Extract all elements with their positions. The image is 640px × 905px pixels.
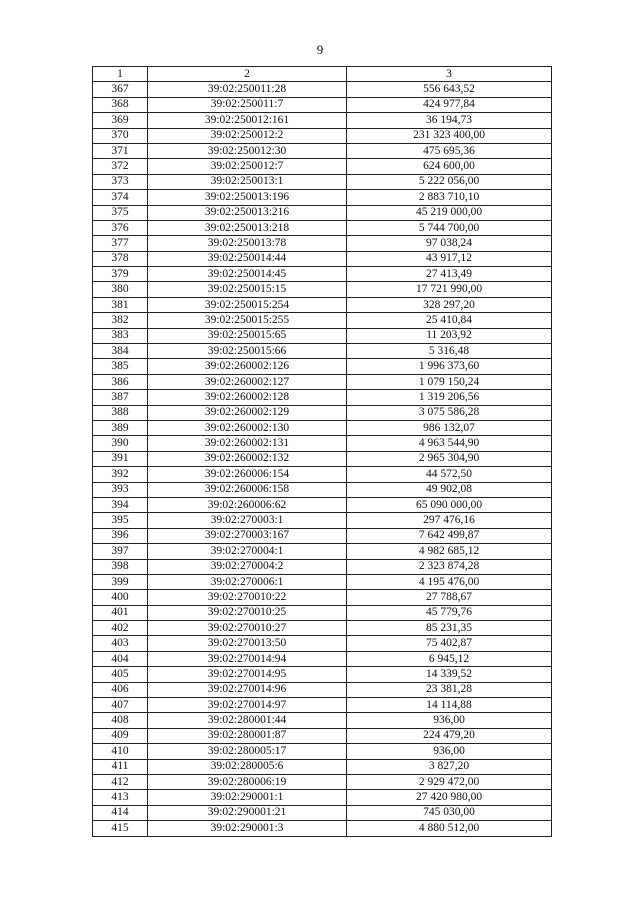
row-number-cell: 385: [93, 359, 148, 374]
row-number-cell: 392: [93, 467, 148, 482]
cadastral-value-cell: 297 476,16: [347, 513, 552, 528]
table-row: [93, 482, 552, 497]
cadastral-number-cell: 39:02:280001:87: [148, 728, 347, 743]
cadastral-number-cell: 39:02:250012:2: [148, 128, 347, 143]
cadastral-value-cell: 936,00: [347, 744, 552, 759]
row-number-cell: 391: [93, 451, 148, 466]
cadastral-number-cell: 39:02:250011:28: [148, 82, 347, 97]
table-row: [93, 805, 552, 820]
row-number-cell: 374: [93, 190, 148, 205]
cadastral-value-cell: 5 222 056,00: [347, 174, 552, 189]
table-row: [93, 682, 552, 697]
cadastral-value-cell: 23 381,28: [347, 682, 552, 697]
cadastral-number-cell: 39:02:290001:1: [148, 790, 347, 805]
cadastral-number-cell: 39:02:290001:21: [148, 805, 347, 820]
table-row: [93, 559, 552, 574]
cadastral-number-cell: 39:02:250015:66: [148, 344, 347, 359]
cadastral-value-cell: 7 642 499,87: [347, 528, 552, 543]
row-number-cell: 400: [93, 590, 148, 605]
table-row: [93, 667, 552, 682]
table-row: [93, 405, 552, 420]
cadastral-number-cell: 39:02:250012:7: [148, 159, 347, 174]
table-row: [93, 174, 552, 189]
table-row: [93, 359, 552, 374]
row-number-cell: 368: [93, 97, 148, 112]
cadastral-number-cell: 39:02:280001:44: [148, 713, 347, 728]
row-number-cell: 381: [93, 297, 148, 312]
cadastral-number-cell: 39:02:270006:1: [148, 574, 347, 589]
table-row: [93, 744, 552, 759]
table-row: [93, 497, 552, 512]
cadastral-number-cell: 39:02:250012:30: [148, 143, 347, 158]
cadastral-number-cell: 39:02:250013:218: [148, 220, 347, 235]
row-number-cell: 405: [93, 667, 148, 682]
table-row: [93, 220, 552, 235]
row-number-cell: 414: [93, 805, 148, 820]
cadastral-number-cell: 39:02:280005:17: [148, 744, 347, 759]
cadastral-value-cell: 11 203,92: [347, 328, 552, 343]
table-row: [93, 143, 552, 158]
row-number-cell: 397: [93, 544, 148, 559]
row-number-cell: 388: [93, 405, 148, 420]
cadastral-value-cell: 1 996 373,60: [347, 359, 552, 374]
table-row: [93, 605, 552, 620]
row-number-cell: 370: [93, 128, 148, 143]
row-number-cell: 380: [93, 282, 148, 297]
cadastral-number-cell: 39:02:260002:129: [148, 405, 347, 420]
table-row: [93, 328, 552, 343]
cadastral-value-cell: 4 982 685,12: [347, 544, 552, 559]
cadastral-number-cell: 39:02:260002:131: [148, 436, 347, 451]
cadastral-number-cell: 39:02:250015:15: [148, 282, 347, 297]
row-number-cell: 373: [93, 174, 148, 189]
row-number-cell: 369: [93, 113, 148, 128]
row-number-cell: 410: [93, 744, 148, 759]
cadastral-value-cell: 1 319 206,56: [347, 390, 552, 405]
row-number-cell: 375: [93, 205, 148, 220]
row-number-cell: 411: [93, 759, 148, 774]
row-number-cell: 409: [93, 728, 148, 743]
table-row: [93, 513, 552, 528]
table-row: [93, 190, 552, 205]
table-row: [93, 97, 552, 112]
cadastral-value-cell: 75 402,87: [347, 636, 552, 651]
cadastral-number-cell: 39:02:250012:161: [148, 113, 347, 128]
cadastral-value-cell: 27 413,49: [347, 267, 552, 282]
cadastral-number-cell: 39:02:280005:6: [148, 759, 347, 774]
row-number-cell: 386: [93, 374, 148, 389]
row-number-cell: 378: [93, 251, 148, 266]
cadastral-value-cell: 1 079 150,24: [347, 374, 552, 389]
table-row: [93, 82, 552, 97]
row-number-cell: 413: [93, 790, 148, 805]
cadastral-value-cell: 424 977,84: [347, 97, 552, 112]
cadastral-number-cell: 39:02:270010:25: [148, 605, 347, 620]
row-number-cell: 382: [93, 313, 148, 328]
cadastral-value-cell: 231 323 400,00: [347, 128, 552, 143]
row-number-cell: 367: [93, 82, 148, 97]
cadastral-number-cell: 39:02:270003:1: [148, 513, 347, 528]
cadastral-value-cell: 97 038,24: [347, 236, 552, 251]
cadastral-value-cell: 2 965 304,90: [347, 451, 552, 466]
cadastral-value-cell: 4 880 512,00: [347, 821, 552, 836]
table-row: [93, 251, 552, 266]
cadastral-value-cell: 936,00: [347, 713, 552, 728]
row-number-cell: 372: [93, 159, 148, 174]
table-row: [93, 621, 552, 636]
cadastral-number-cell: 39:02:260002:130: [148, 420, 347, 435]
table-row: [93, 590, 552, 605]
table-row: [93, 390, 552, 405]
row-number-cell: 377: [93, 236, 148, 251]
table-row: [93, 236, 552, 251]
cadastral-number-cell: 39:02:270010:27: [148, 621, 347, 636]
cadastral-number-cell: 39:02:270014:94: [148, 651, 347, 666]
row-number-cell: 401: [93, 605, 148, 620]
row-number-cell: 371: [93, 143, 148, 158]
row-number-cell: 403: [93, 636, 148, 651]
table-row: [93, 436, 552, 451]
row-number-cell: 394: [93, 497, 148, 512]
cadastral-value-cell: 5 316,48: [347, 344, 552, 359]
row-number-cell: 396: [93, 528, 148, 543]
cadastral-value-cell: 27 788,67: [347, 590, 552, 605]
table-row: [93, 374, 552, 389]
cadastral-number-cell: 39:02:270014:95: [148, 667, 347, 682]
cadastral-value-cell: 3 075 586,28: [347, 405, 552, 420]
row-number-cell: 379: [93, 267, 148, 282]
cadastral-number-cell: 39:02:260006:62: [148, 497, 347, 512]
cadastral-number-cell: 39:02:250013:196: [148, 190, 347, 205]
table-row: [93, 344, 552, 359]
cadastral-number-cell: 39:02:270014:96: [148, 682, 347, 697]
cadastral-value-cell: 2 929 472,00: [347, 774, 552, 789]
cadastral-number-cell: 39:02:250015:254: [148, 297, 347, 312]
row-number-cell: 376: [93, 220, 148, 235]
cadastral-number-cell: 39:02:260002:132: [148, 451, 347, 466]
cadastral-value-cell: 85 231,35: [347, 621, 552, 636]
cadastral-number-cell: 39:02:250013:1: [148, 174, 347, 189]
row-number-cell: 393: [93, 482, 148, 497]
cadastral-value-cell: 3 827,20: [347, 759, 552, 774]
cadastral-number-cell: 39:02:290001:3: [148, 821, 347, 836]
cadastral-number-cell: 39:02:250014:44: [148, 251, 347, 266]
cadastral-value-cell: 36 194,73: [347, 113, 552, 128]
cadastral-number-cell: 39:02:250013:216: [148, 205, 347, 220]
cadastral-number-cell: 39:02:250013:78: [148, 236, 347, 251]
row-number-cell: 395: [93, 513, 148, 528]
cadastral-value-cell: 475 695,36: [347, 143, 552, 158]
cadastral-value-cell: 224 479,20: [347, 728, 552, 743]
cadastral-value-cell: 6 945,12: [347, 651, 552, 666]
table-row: [93, 821, 552, 836]
row-number-cell: 389: [93, 420, 148, 435]
cadastral-number-cell: 39:02:270013:50: [148, 636, 347, 651]
cadastral-value-cell: 14 114,88: [347, 698, 552, 713]
cadastral-value-cell: 328 297,20: [347, 297, 552, 312]
row-number-cell: 384: [93, 344, 148, 359]
page-number: 9: [316, 42, 324, 57]
cadastral-value-cell: 45 779,76: [347, 605, 552, 620]
cadastral-value-cell: 986 132,07: [347, 420, 552, 435]
row-number-cell: 402: [93, 621, 148, 636]
table-row: [93, 159, 552, 174]
row-number-cell: 399: [93, 574, 148, 589]
table-row: [93, 544, 552, 559]
cadastral-value-cell: 556 643,52: [347, 82, 552, 97]
table-row: [93, 113, 552, 128]
table-row: [93, 420, 552, 435]
table-row: [93, 759, 552, 774]
cadastral-number-cell: 39:02:250015:255: [148, 313, 347, 328]
row-number-cell: 415: [93, 821, 148, 836]
cadastral-number-cell: 39:02:260006:158: [148, 482, 347, 497]
row-number-cell: 404: [93, 651, 148, 666]
table-row: [93, 267, 552, 282]
row-number-cell: 412: [93, 774, 148, 789]
cadastral-number-cell: 39:02:270004:1: [148, 544, 347, 559]
cadastral-number-cell: 39:02:270004:2: [148, 559, 347, 574]
table-row: [93, 313, 552, 328]
cadastral-value-cell: 27 420 980,00: [347, 790, 552, 805]
table-row: [93, 713, 552, 728]
cadastral-number-cell: 39:02:260006:154: [148, 467, 347, 482]
cadastral-number-cell: 39:02:250011:7: [148, 97, 347, 112]
column-header-value: 3: [347, 67, 552, 82]
row-number-cell: 387: [93, 390, 148, 405]
table-row: [93, 128, 552, 143]
row-number-cell: 390: [93, 436, 148, 451]
table-row: [93, 205, 552, 220]
table-row: [93, 451, 552, 466]
table-row: [93, 651, 552, 666]
cadastral-value-cell: 624 600,00: [347, 159, 552, 174]
cadastral-number-cell: 39:02:260002:128: [148, 390, 347, 405]
cadastral-number-cell: 39:02:270010:22: [148, 590, 347, 605]
cadastral-value-table: [92, 66, 552, 837]
cadastral-number-cell: 39:02:270003:167: [148, 528, 347, 543]
cadastral-number-cell: 39:02:250014:45: [148, 267, 347, 282]
row-number-cell: 398: [93, 559, 148, 574]
cadastral-number-cell: 39:02:270014:97: [148, 698, 347, 713]
cadastral-value-cell: 14 339,52: [347, 667, 552, 682]
cadastral-value-cell: 65 090 000,00: [347, 497, 552, 512]
row-number-cell: 408: [93, 713, 148, 728]
table-row: [93, 574, 552, 589]
table-header-row: [93, 67, 552, 82]
cadastral-value-cell: 2 883 710,10: [347, 190, 552, 205]
table-row: [93, 297, 552, 312]
cadastral-value-cell: 49 902,08: [347, 482, 552, 497]
table-row: [93, 728, 552, 743]
column-header-cadastral-number: 2: [148, 67, 347, 82]
table-row: [93, 467, 552, 482]
cadastral-value-cell: 4 963 544,90: [347, 436, 552, 451]
row-number-cell: 407: [93, 698, 148, 713]
table-row: [93, 528, 552, 543]
cadastral-number-cell: 39:02:280006:19: [148, 774, 347, 789]
cadastral-value-cell: 745 030,00: [347, 805, 552, 820]
cadastral-value-cell: 45 219 000,00: [347, 205, 552, 220]
cadastral-number-cell: 39:02:260002:126: [148, 359, 347, 374]
cadastral-number-cell: 39:02:260002:127: [148, 374, 347, 389]
table-row: [93, 790, 552, 805]
table-row: [93, 282, 552, 297]
cadastral-value-cell: 25 410,84: [347, 313, 552, 328]
table-body: [93, 82, 552, 836]
table-row: [93, 774, 552, 789]
table-row: [93, 698, 552, 713]
row-number-cell: 406: [93, 682, 148, 697]
cadastral-value-cell: 17 721 990,00: [347, 282, 552, 297]
table-row: [93, 636, 552, 651]
cadastral-value-cell: 4 195 476,00: [347, 574, 552, 589]
cadastral-value-cell: 5 744 700,00: [347, 220, 552, 235]
cadastral-number-cell: 39:02:250015:65: [148, 328, 347, 343]
cadastral-value-cell: 43 917,12: [347, 251, 552, 266]
cadastral-value-cell: 44 572,50: [347, 467, 552, 482]
cadastral-value-cell: 2 323 874,28: [347, 559, 552, 574]
row-number-cell: 383: [93, 328, 148, 343]
column-header-number: 1: [93, 67, 148, 82]
